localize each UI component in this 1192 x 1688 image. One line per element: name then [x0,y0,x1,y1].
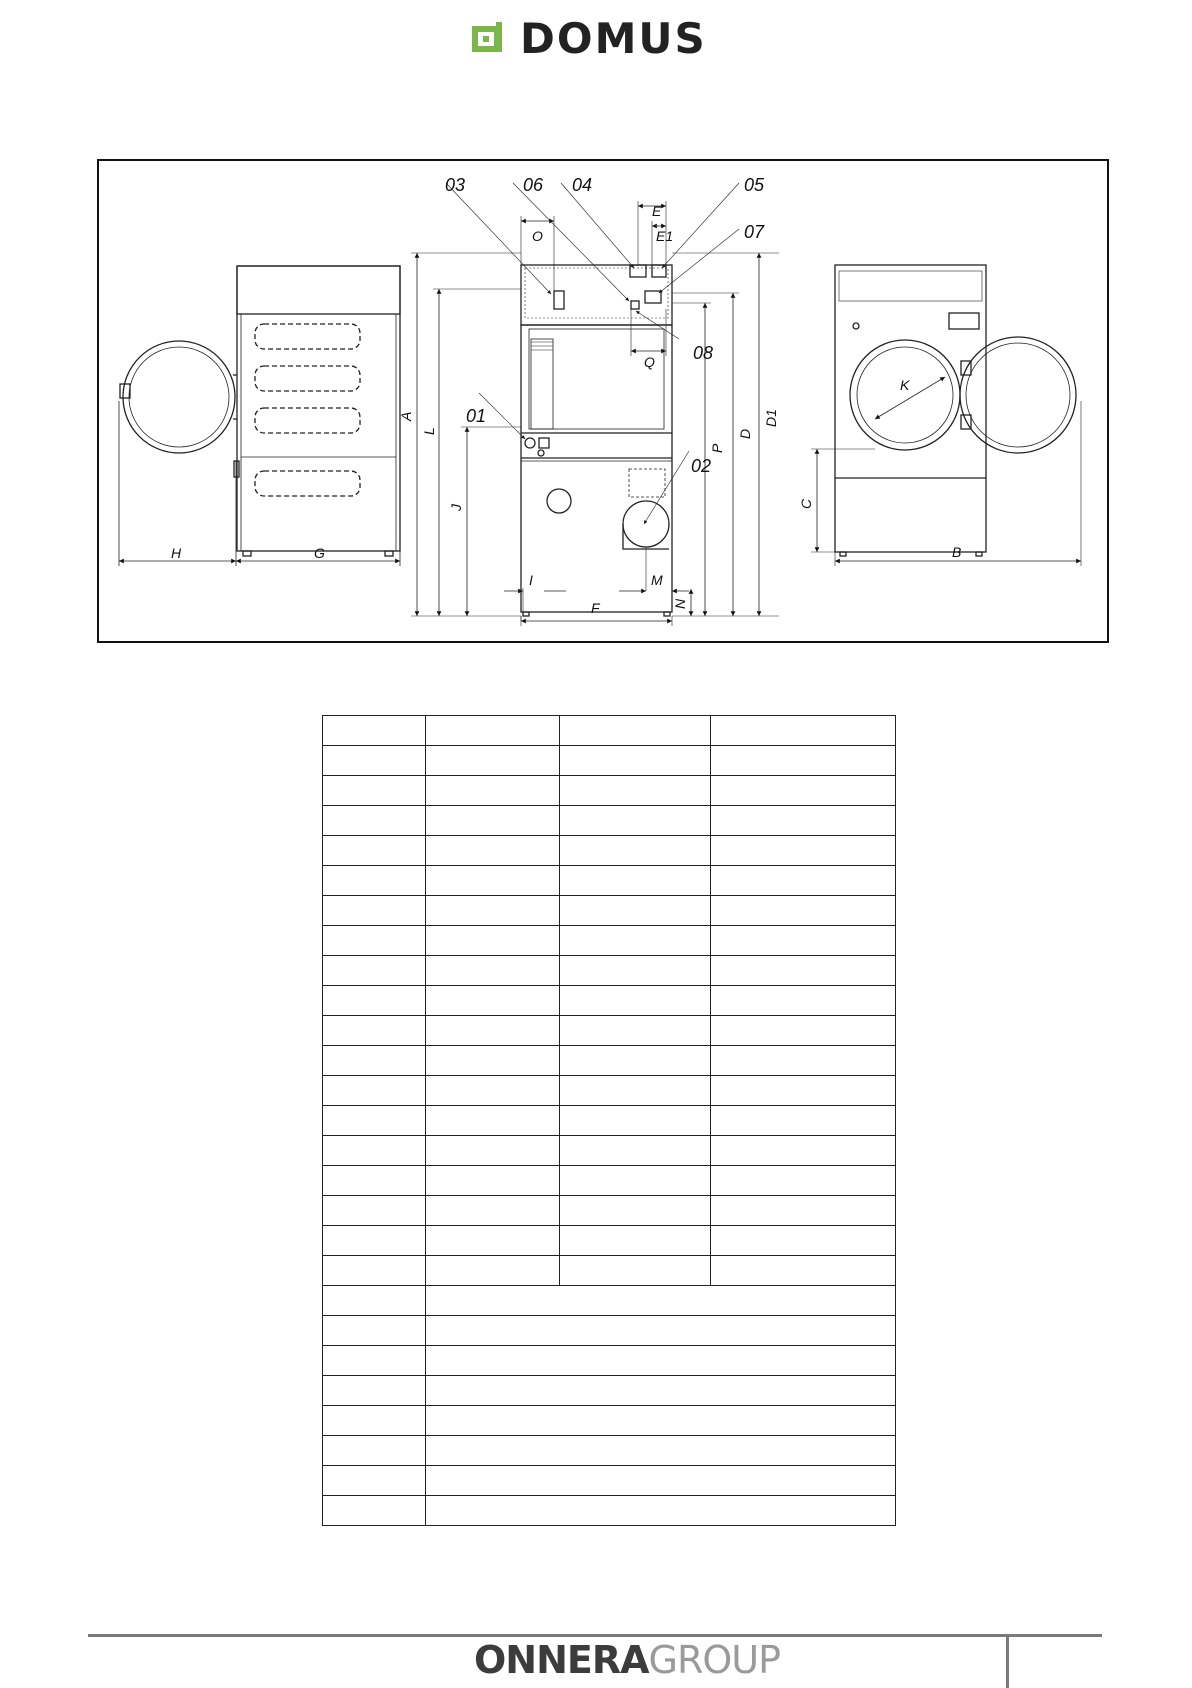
table-cell [426,956,560,986]
table-cell [323,986,426,1016]
callout-06: 06 [523,175,544,195]
table-cell [426,776,560,806]
table-cell [426,896,560,926]
table-cell [323,1316,426,1346]
callout-03: 03 [445,175,466,195]
table-cell [560,1166,711,1196]
table-cell [711,866,896,896]
technical-drawing [97,159,1109,643]
table-row [323,1196,896,1226]
dim-B: B [952,544,962,560]
table-cell [711,1226,896,1256]
dim-M: M [651,572,663,588]
table-cell [323,716,426,746]
table-row [323,1376,896,1406]
table-cell [560,836,711,866]
table-cell [426,1346,896,1376]
table-cell [426,716,560,746]
callout-07: 07 [744,222,765,242]
table-cell [323,746,426,776]
table-cell [323,1346,426,1376]
footer-rule [88,1634,1102,1637]
table-cell [560,1046,711,1076]
table-cell [323,1406,426,1436]
table-cell [323,1256,426,1286]
table-cell [426,1496,896,1526]
table-cell [560,1196,711,1226]
dim-G: G [314,545,325,561]
dim-H: H [171,545,182,561]
table-row [323,1466,896,1496]
table-cell [711,1046,896,1076]
table-cell [426,926,560,956]
table-cell [711,1166,896,1196]
table-cell [426,1016,560,1046]
callout-05: 05 [744,175,765,195]
table-cell [323,1016,426,1046]
table-row [323,1016,896,1046]
dim-L: L [421,427,437,435]
table-cell [323,866,426,896]
table-cell [426,866,560,896]
table-cell [711,1076,896,1106]
dim-Q: Q [644,354,655,370]
table-row [323,1346,896,1376]
table-cell [560,806,711,836]
table-cell [711,956,896,986]
table-cell [426,1436,896,1466]
table-cell [323,836,426,866]
table-row [323,1496,896,1526]
table-cell [323,1196,426,1226]
table-cell [426,836,560,866]
table-cell [560,866,711,896]
table-cell [560,746,711,776]
table-row [323,1106,896,1136]
footer-brand-light: GROUP [648,1638,781,1682]
table-cell [560,926,711,956]
table-row [323,806,896,836]
table-cell [323,956,426,986]
table-cell [711,1196,896,1226]
dim-J: J [448,504,464,511]
table-row [323,986,896,1016]
table-cell [426,1406,896,1436]
table-cell [426,1136,560,1166]
table-cell [711,1016,896,1046]
table-row [323,1436,896,1466]
table-cell [426,1106,560,1136]
table-cell [560,1226,711,1256]
table-cell [323,776,426,806]
table-cell [711,986,896,1016]
table-cell [711,1136,896,1166]
brand-name: DOMUS [520,14,707,63]
table-cell [426,1376,896,1406]
table-cell [426,1076,560,1106]
dim-O: O [532,228,543,244]
table-cell [323,1496,426,1526]
dim-F: F [591,600,600,616]
table-cell [560,1016,711,1046]
onnera-group-logo [474,1638,780,1682]
callout-01: 01 [466,406,487,426]
table-cell [711,746,896,776]
table-cell [426,1256,560,1286]
table-cell [560,956,711,986]
table-row [323,1286,896,1316]
table-cell [323,1466,426,1496]
table-cell [711,776,896,806]
table-cell [323,1076,426,1106]
table-cell [560,986,711,1016]
domus-logo [470,14,707,63]
table-cell [711,716,896,746]
table-cell [323,1226,426,1256]
table-cell [426,1226,560,1256]
callout-08: 08 [693,343,714,363]
table-cell [323,1046,426,1076]
callout-02: 02 [691,456,712,476]
callout-04: 04 [572,175,593,195]
table-row [323,746,896,776]
table-cell [560,1106,711,1136]
table-cell [711,926,896,956]
footer-brand-bold: ONNERA [474,1638,649,1682]
table-row [323,1316,896,1346]
table-cell [426,986,560,1016]
specification-table [322,715,896,1526]
dim-E1: E1 [656,228,674,244]
table-cell [323,1166,426,1196]
table-row [323,1076,896,1106]
dim-I: I [529,572,533,588]
table-row [323,1226,896,1256]
table-cell [426,1466,896,1496]
dim-E: E [652,203,662,219]
table-cell [560,896,711,926]
table-cell [711,836,896,866]
dim-C: C [798,498,814,509]
table-cell [426,1316,896,1346]
table-cell [323,1286,426,1316]
table-row [323,716,896,746]
table-cell [323,1436,426,1466]
table-row [323,896,896,926]
table-row [323,1256,896,1286]
table-cell [560,1136,711,1166]
table-cell [426,1166,560,1196]
table-cell [323,1136,426,1166]
table-cell [711,896,896,926]
table-cell [560,1256,711,1286]
table-cell [323,806,426,836]
table-row [323,1406,896,1436]
table-cell [323,926,426,956]
table-cell [560,776,711,806]
table-cell [711,806,896,836]
table-cell [426,806,560,836]
table-cell [323,1376,426,1406]
dim-N: N [672,598,688,609]
dim-D: D [737,428,753,439]
table-cell [323,896,426,926]
dim-A: A [398,411,414,421]
table-cell [711,1106,896,1136]
table-cell [426,1286,896,1316]
table-cell [426,1196,560,1226]
table-row [323,776,896,806]
dryer-dimension-drawing [99,161,1109,643]
dim-K: K [900,377,910,393]
table-row [323,1166,896,1196]
table-cell [426,1046,560,1076]
table-cell [560,716,711,746]
table-row [323,836,896,866]
table-row [323,926,896,956]
footer-tick [1006,1636,1009,1688]
table-cell [323,1106,426,1136]
table-row [323,866,896,896]
table-cell [560,1076,711,1106]
dim-P: P [709,443,725,453]
table-row [323,1046,896,1076]
table-cell [426,746,560,776]
domus-square-icon [470,20,504,54]
dim-D1: D1 [763,409,779,427]
table-cell [711,1256,896,1286]
table-row [323,956,896,986]
table-row [323,1136,896,1166]
